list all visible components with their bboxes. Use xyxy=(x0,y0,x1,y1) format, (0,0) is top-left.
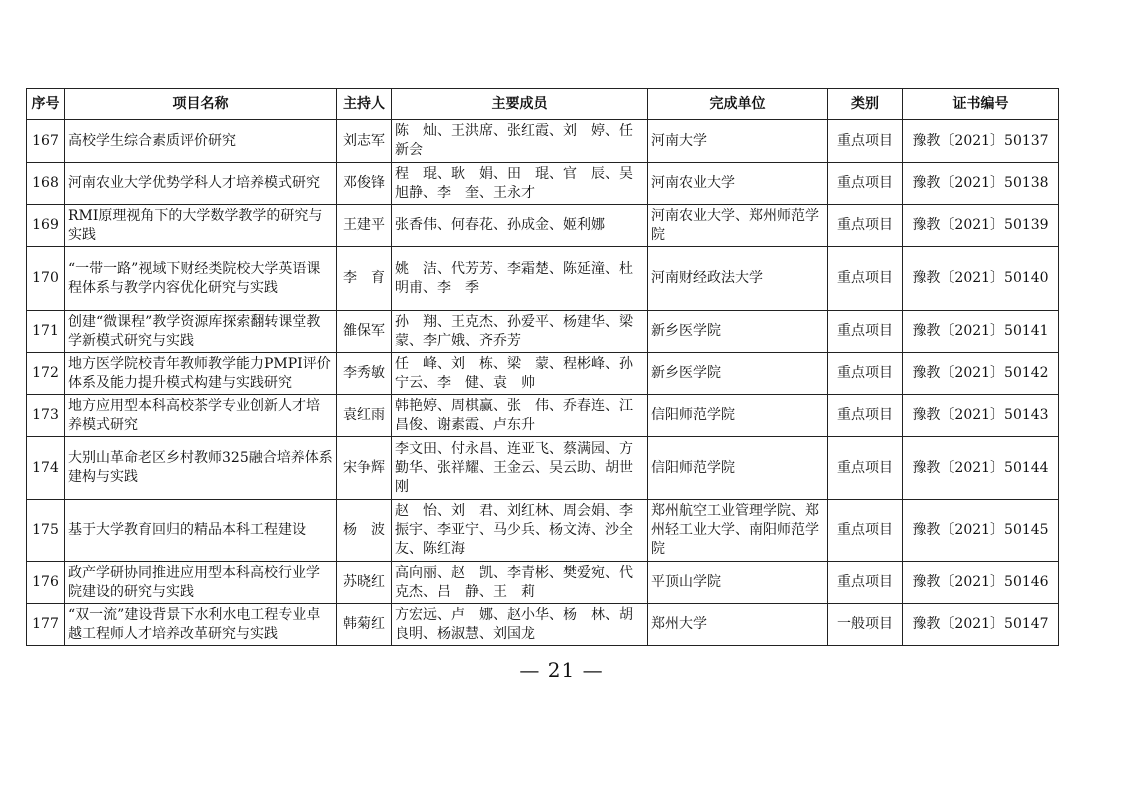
cell-project-name: 大别山革命老区乡村教师325融合培养体系建构与实践 xyxy=(65,437,337,500)
cell-no: 172 xyxy=(27,353,65,395)
cell-members: 张香伟、何春花、孙成金、姬利娜 xyxy=(392,205,648,247)
cell-unit: 郑州航空工业管理学院、郑州轻工业大学、南阳师范学院 xyxy=(648,500,828,562)
cell-cert: 豫教〔2021〕50137 xyxy=(903,120,1059,163)
col-header-members: 主要成员 xyxy=(392,89,648,120)
cell-type: 重点项目 xyxy=(828,311,903,353)
cell-host: 王建平 xyxy=(337,205,392,247)
cell-type: 重点项目 xyxy=(828,562,903,604)
cell-cert: 豫教〔2021〕50146 xyxy=(903,562,1059,604)
col-header-host: 主持人 xyxy=(337,89,392,120)
cell-project-name: 政产学研协同推进应用型本科高校行业学院建设的研究与实践 xyxy=(65,562,337,604)
cell-members: 程 琨、耿 娟、田 琨、官 辰、吴旭静、李 奎、王永才 xyxy=(392,163,648,205)
cell-unit: 新乡医学院 xyxy=(648,353,828,395)
cell-cert: 豫教〔2021〕50145 xyxy=(903,500,1059,562)
cell-unit: 河南农业大学、郑州师范学院 xyxy=(648,205,828,247)
cell-unit: 河南农业大学 xyxy=(648,163,828,205)
cell-host: 苏晓红 xyxy=(337,562,392,604)
cell-host: 李秀敏 xyxy=(337,353,392,395)
cell-cert: 豫教〔2021〕50140 xyxy=(903,247,1059,311)
cell-project-name: 高校学生综合素质评价研究 xyxy=(65,120,337,163)
cell-unit: 信阳师范学院 xyxy=(648,395,828,437)
cell-cert: 豫教〔2021〕50144 xyxy=(903,437,1059,500)
cell-no: 167 xyxy=(27,120,65,163)
cell-type: 重点项目 xyxy=(828,437,903,500)
cell-members: 任 峰、刘 栋、梁 蒙、程彬峰、孙宁云、李 健、袁 帅 xyxy=(392,353,648,395)
cell-cert: 豫教〔2021〕50139 xyxy=(903,205,1059,247)
cell-host: 雒保军 xyxy=(337,311,392,353)
cell-project-name: “一带一路”视域下财经类院校大学英语课程体系与教学内容优化研究与实践 xyxy=(65,247,337,311)
cell-cert: 豫教〔2021〕50143 xyxy=(903,395,1059,437)
awards-table xyxy=(26,88,1059,646)
cell-no: 170 xyxy=(27,247,65,311)
cell-no: 174 xyxy=(27,437,65,500)
col-header-unit: 完成单位 xyxy=(648,89,828,120)
cell-unit: 平顶山学院 xyxy=(648,562,828,604)
cell-host: 宋争辉 xyxy=(337,437,392,500)
cell-members: 姚 洁、代芳芳、李霜楚、陈延潼、杜明甫、李 季 xyxy=(392,247,648,311)
cell-no: 175 xyxy=(27,500,65,562)
cell-no: 169 xyxy=(27,205,65,247)
cell-cert: 豫教〔2021〕50138 xyxy=(903,163,1059,205)
cell-members: 方宏远、卢 娜、赵小华、杨 林、胡良明、杨淑慧、刘国龙 xyxy=(392,604,648,646)
cell-project-name: “双一流”建设背景下水利水电工程专业卓越工程师人才培养改革研究与实践 xyxy=(65,604,337,646)
cell-no: 168 xyxy=(27,163,65,205)
cell-host: 韩菊红 xyxy=(337,604,392,646)
col-header-type: 类别 xyxy=(828,89,903,120)
cell-host: 刘志军 xyxy=(337,120,392,163)
cell-unit: 河南大学 xyxy=(648,120,828,163)
cell-type: 一般项目 xyxy=(828,604,903,646)
col-header-name: 项目名称 xyxy=(65,89,337,120)
table-row xyxy=(27,205,1059,247)
cell-project-name: 基于大学教育回归的精品本科工程建设 xyxy=(65,500,337,562)
table-row xyxy=(27,395,1059,437)
cell-no: 176 xyxy=(27,562,65,604)
table-row xyxy=(27,500,1059,562)
cell-type: 重点项目 xyxy=(828,353,903,395)
cell-cert: 豫教〔2021〕50147 xyxy=(903,604,1059,646)
cell-type: 重点项目 xyxy=(828,395,903,437)
cell-members: 高向丽、赵 凯、李青彬、樊爱宛、代克杰、吕 静、王 莉 xyxy=(392,562,648,604)
table-row xyxy=(27,604,1059,646)
table-row xyxy=(27,562,1059,604)
cell-unit: 新乡医学院 xyxy=(648,311,828,353)
table-row xyxy=(27,311,1059,353)
cell-type: 重点项目 xyxy=(828,247,903,311)
cell-project-name: RMI原理视角下的大学数学教学的研究与实践 xyxy=(65,205,337,247)
cell-no: 171 xyxy=(27,311,65,353)
table-row xyxy=(27,353,1059,395)
table-row xyxy=(27,120,1059,163)
table-row xyxy=(27,163,1059,205)
cell-members: 韩艳婷、周棋赢、张 伟、乔春连、江昌俊、谢素霞、卢东升 xyxy=(392,395,648,437)
cell-cert: 豫教〔2021〕50142 xyxy=(903,353,1059,395)
table-row xyxy=(27,247,1059,311)
cell-type: 重点项目 xyxy=(828,500,903,562)
cell-project-name: 创建“微课程”教学资源库探索翻转课堂教学新模式研究与实践 xyxy=(65,311,337,353)
cell-members: 李文田、付永昌、连亚飞、蔡满园、方勤华、张祥耀、王金云、吴云助、胡世刚 xyxy=(392,437,648,500)
cell-type: 重点项目 xyxy=(828,205,903,247)
cell-unit: 河南财经政法大学 xyxy=(648,247,828,311)
cell-project-name: 地方医学院校青年教师教学能力PMPI评价体系及能力提升模式构建与实践研究 xyxy=(65,353,337,395)
table-row xyxy=(27,437,1059,500)
page-number: — 21 — xyxy=(519,658,604,682)
cell-project-name: 河南农业大学优势学科人才培养模式研究 xyxy=(65,163,337,205)
cell-project-name: 地方应用型本科高校茶学专业创新人才培养模式研究 xyxy=(65,395,337,437)
cell-cert: 豫教〔2021〕50141 xyxy=(903,311,1059,353)
col-header-cert: 证书编号 xyxy=(903,89,1059,120)
cell-no: 173 xyxy=(27,395,65,437)
cell-unit: 信阳师范学院 xyxy=(648,437,828,500)
cell-members: 陈 灿、王洪席、张红霞、刘 婷、任新会 xyxy=(392,120,648,163)
cell-host: 杨 波 xyxy=(337,500,392,562)
cell-host: 李 育 xyxy=(337,247,392,311)
cell-members: 赵 怡、刘 君、刘红林、周会娟、李振宇、李亚宁、马少兵、杨文涛、沙全友、陈红海 xyxy=(392,500,648,562)
cell-unit: 郑州大学 xyxy=(648,604,828,646)
cell-no: 177 xyxy=(27,604,65,646)
col-header-no: 序号 xyxy=(27,89,65,120)
header-row xyxy=(27,89,1059,120)
cell-type: 重点项目 xyxy=(828,120,903,163)
cell-host: 邓俊锋 xyxy=(337,163,392,205)
cell-members: 孙 翔、王克杰、孙爱平、杨建华、梁 蒙、李广娥、齐乔芳 xyxy=(392,311,648,353)
cell-type: 重点项目 xyxy=(828,163,903,205)
cell-host: 袁红雨 xyxy=(337,395,392,437)
